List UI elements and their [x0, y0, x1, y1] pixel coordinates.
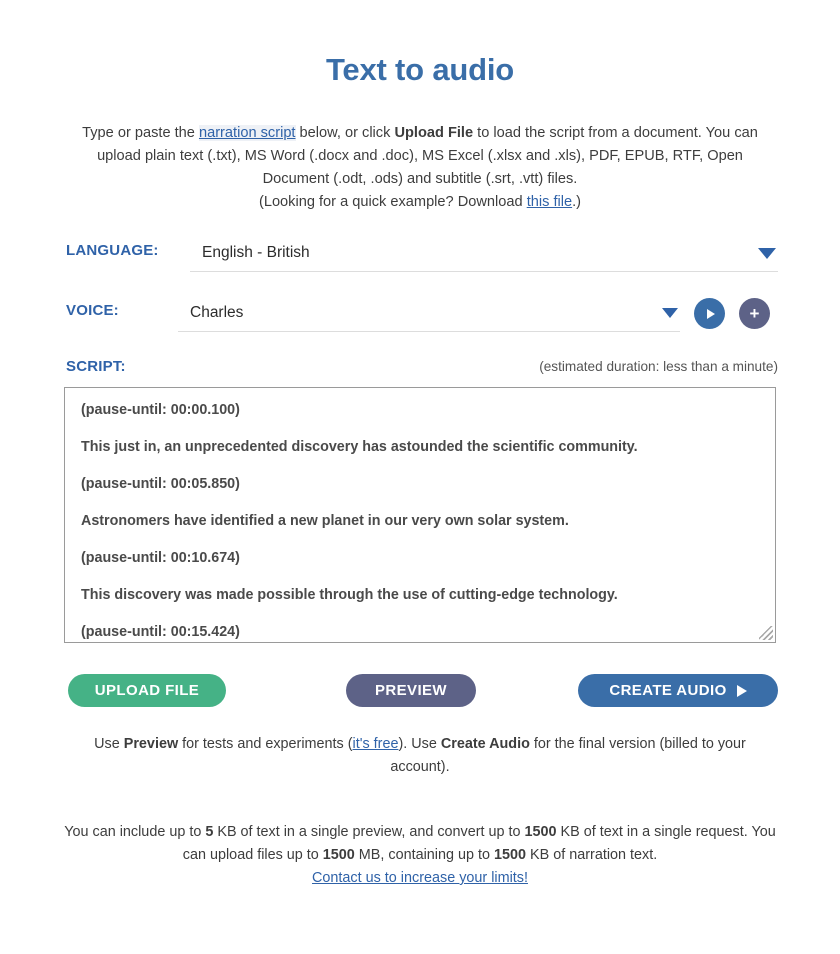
preview-emphasis: Preview	[123, 736, 179, 752]
usage-text-3: ). Use	[398, 736, 441, 752]
script-textarea[interactable]	[64, 387, 776, 643]
plus-icon: +	[749, 304, 760, 323]
script-header-row	[0, 358, 840, 375]
play-icon	[737, 685, 747, 697]
script-line: This just in, an unprecedented discovery has astounded the scientific community.	[81, 439, 638, 455]
play-icon	[707, 309, 715, 319]
limits-text-3: KB of text in a single request. You can upload files up to	[182, 824, 776, 863]
script-line: Astronomers have identified a new planet in our very own solar system.	[81, 513, 569, 529]
limits-note	[0, 779, 840, 867]
voice-label: VOICE:	[66, 302, 119, 319]
script-line: (pause-until: 00:10.674)	[81, 550, 240, 566]
contact-us-link[interactable]: Contact us to increase your limits!	[312, 870, 528, 886]
language-label: LANGUAGE:	[66, 242, 159, 259]
chevron-down-icon[interactable]	[758, 248, 776, 259]
its-free-link[interactable]: it's free	[352, 736, 399, 752]
voice-play-button[interactable]	[694, 298, 725, 329]
chevron-down-icon[interactable]	[662, 308, 678, 318]
voice-value: Charles	[190, 304, 244, 321]
usage-note	[0, 707, 840, 779]
narration-script-link[interactable]: narration script	[198, 125, 296, 141]
language-value: English - British	[202, 244, 310, 261]
example-text-prefix: (Looking for a quick example? Download	[258, 194, 527, 210]
language-row	[0, 238, 840, 272]
narration-size-limit: 1500	[494, 847, 527, 863]
voice-add-button[interactable]	[739, 298, 770, 329]
create-audio-label: CREATE AUDIO	[609, 682, 727, 699]
limits-text-2: KB of text in a single preview, and convert up to	[213, 824, 525, 840]
upload-file-emphasis: Upload File	[394, 125, 474, 141]
intro-paragraph	[0, 88, 840, 214]
file-size-limit: 1500	[322, 847, 355, 863]
contact-link-row	[0, 867, 840, 887]
request-size-limit: 1500	[524, 824, 557, 840]
resize-handle-icon[interactable]	[759, 626, 773, 640]
voice-row	[0, 298, 840, 332]
usage-text-4: for the final version (billed to your account).	[390, 736, 746, 775]
language-select[interactable]	[190, 238, 778, 272]
example-text-suffix: .)	[572, 194, 582, 210]
usage-text-2: for tests and experiments (	[178, 736, 353, 752]
script-line: (pause-until: 00:05.850)	[81, 476, 240, 492]
action-button-row	[0, 674, 840, 707]
script-label: SCRIPT:	[66, 358, 126, 375]
create-audio-emphasis: Create Audio	[440, 736, 530, 752]
usage-text-1: Use	[94, 736, 124, 752]
limits-text-5: KB of narration text.	[526, 847, 658, 863]
intro-text-2: below, or click	[295, 125, 395, 141]
example-file-link[interactable]: this file	[526, 194, 573, 210]
intro-text-1: Type or paste the	[82, 125, 199, 141]
page-title: Text to audio	[326, 52, 514, 87]
script-line: (pause-until: 00:15.424)	[81, 624, 240, 640]
intro-text-3: to load the script from a document. You can upload plain text (.txt), MS Word (.docx and .doc), MS Excel (.xlsx and .xls), PDF, EPUB, RTF, Open Document (.odt, .ods) and subtitle (.srt, .vtt) files.	[97, 125, 758, 187]
limits-text-4: MB, containing up to	[354, 847, 495, 863]
limits-text-1: You can include up to	[64, 824, 206, 840]
preview-size-limit: 5	[205, 824, 214, 840]
preview-button[interactable]: PREVIEW	[346, 674, 476, 707]
create-audio-button[interactable]	[578, 674, 778, 707]
voice-select[interactable]	[178, 298, 680, 332]
estimated-duration-note: (estimated duration: less than a minute)	[539, 359, 778, 374]
script-line: (pause-until: 00:00.100)	[81, 402, 240, 418]
script-line: This discovery was made possible through the use of cutting-edge technology.	[81, 587, 618, 603]
upload-file-button[interactable]: UPLOAD FILE	[68, 674, 226, 707]
